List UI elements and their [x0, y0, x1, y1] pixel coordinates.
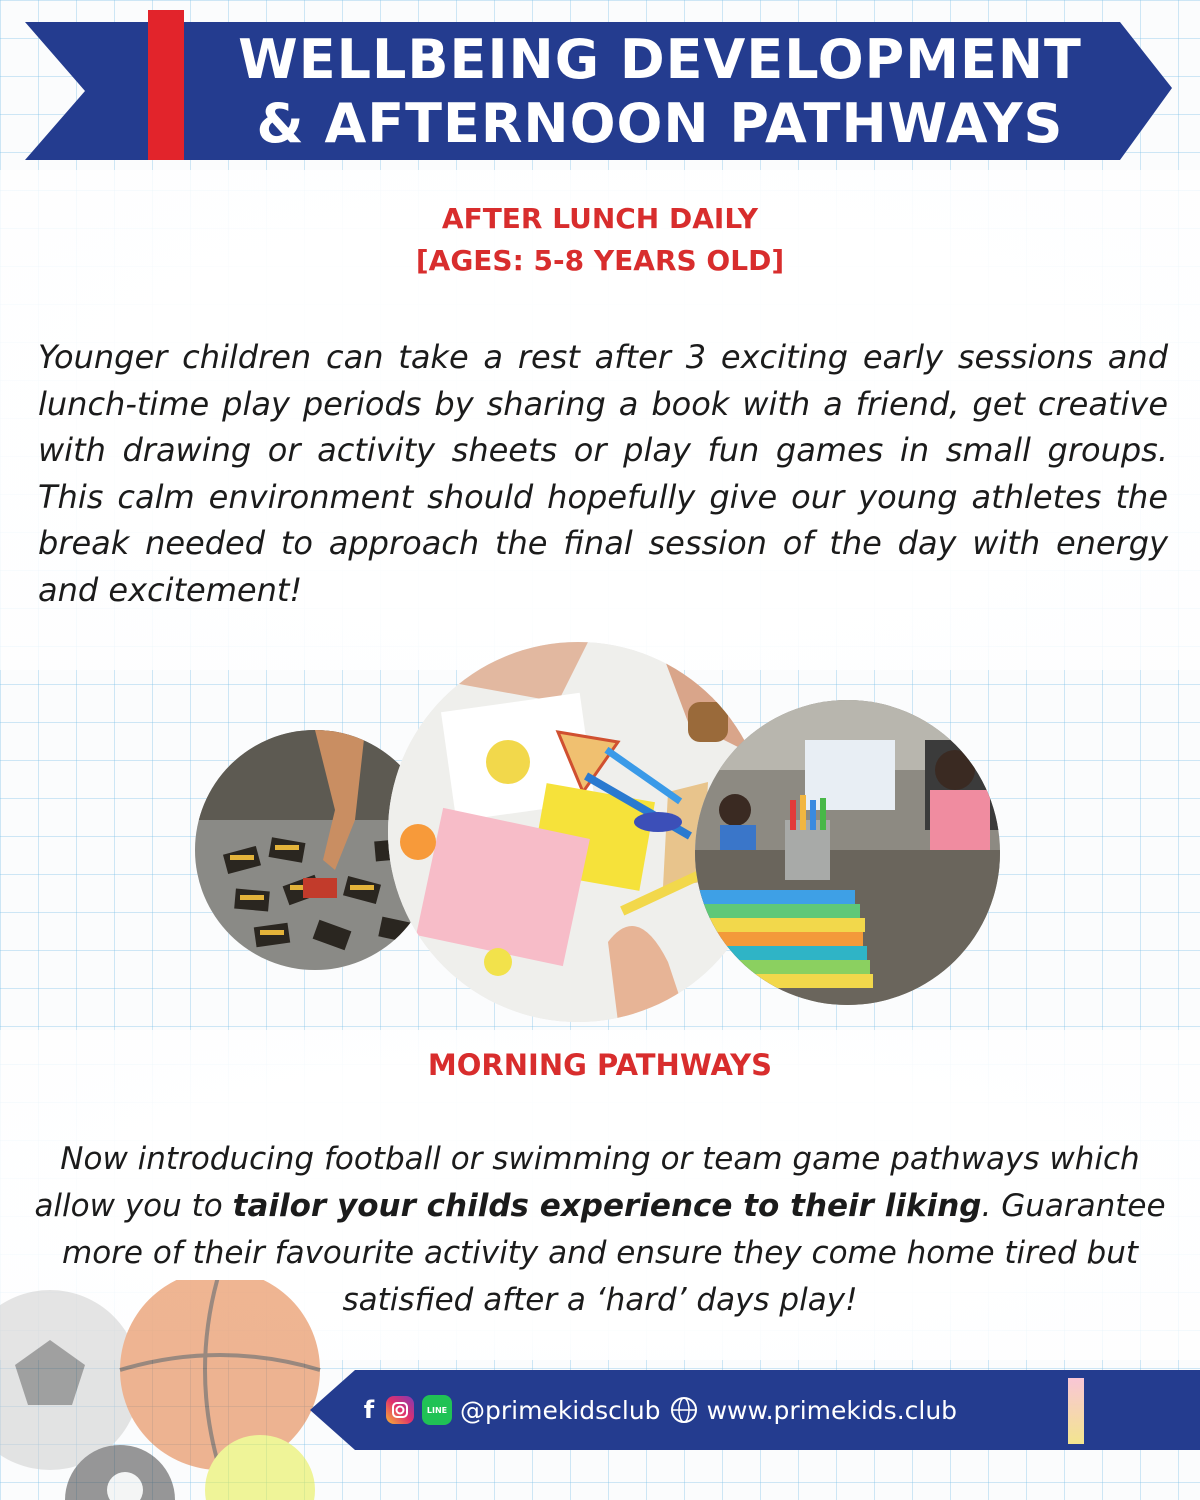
after-lunch-description: Younger children can take a rest after 3 exciting early sessions and lunch-time play periods by sharing a book with a friend, get creative with drawing or activity sheets or play fun games in small groups. This calm environment should hopefully give our young athletes the break needed to approach the final session of the day with energy and excitement!: [38, 338, 1168, 609]
website-link[interactable]: www.primekids.club: [706, 1395, 958, 1425]
classroom-photo-icon: [695, 700, 1000, 1005]
schedule-label: AFTER LUNCH DAILY: [441, 202, 759, 235]
pathways-text-bold: tailor your childs experience to their liking: [232, 1188, 982, 1224]
globe-icon: [669, 1395, 699, 1425]
morning-pathways-heading: MORNING PATHWAYS: [427, 1048, 773, 1082]
footer-social-links: [360, 1388, 957, 1432]
line-icon[interactable]: LINE: [422, 1395, 452, 1425]
instagram-icon[interactable]: [386, 1396, 414, 1424]
ages-label: [AGES: 5-8 YEARS OLD]: [415, 244, 785, 277]
pathways-text-after: . Guarantee more of their favourite activity and ensure they come home tired but satisfied after a ‘hard’ days play!: [62, 1188, 1166, 1318]
footer-accent-stripe: [1068, 1378, 1084, 1444]
facebook-icon[interactable]: f: [363, 1396, 375, 1424]
title-line-1: WELLBEING DEVELOPMENT: [238, 28, 1082, 91]
page-title: [210, 28, 1110, 156]
pathways-text-before: Now introducing football or swimming or team game pathways which allow you to: [34, 1141, 1140, 1224]
social-handle-link[interactable]: @primekidsclub: [460, 1395, 661, 1425]
schedule-subtitle: [0, 198, 1200, 282]
title-line-2: & AFTERNOON PATHWAYS: [256, 92, 1064, 155]
